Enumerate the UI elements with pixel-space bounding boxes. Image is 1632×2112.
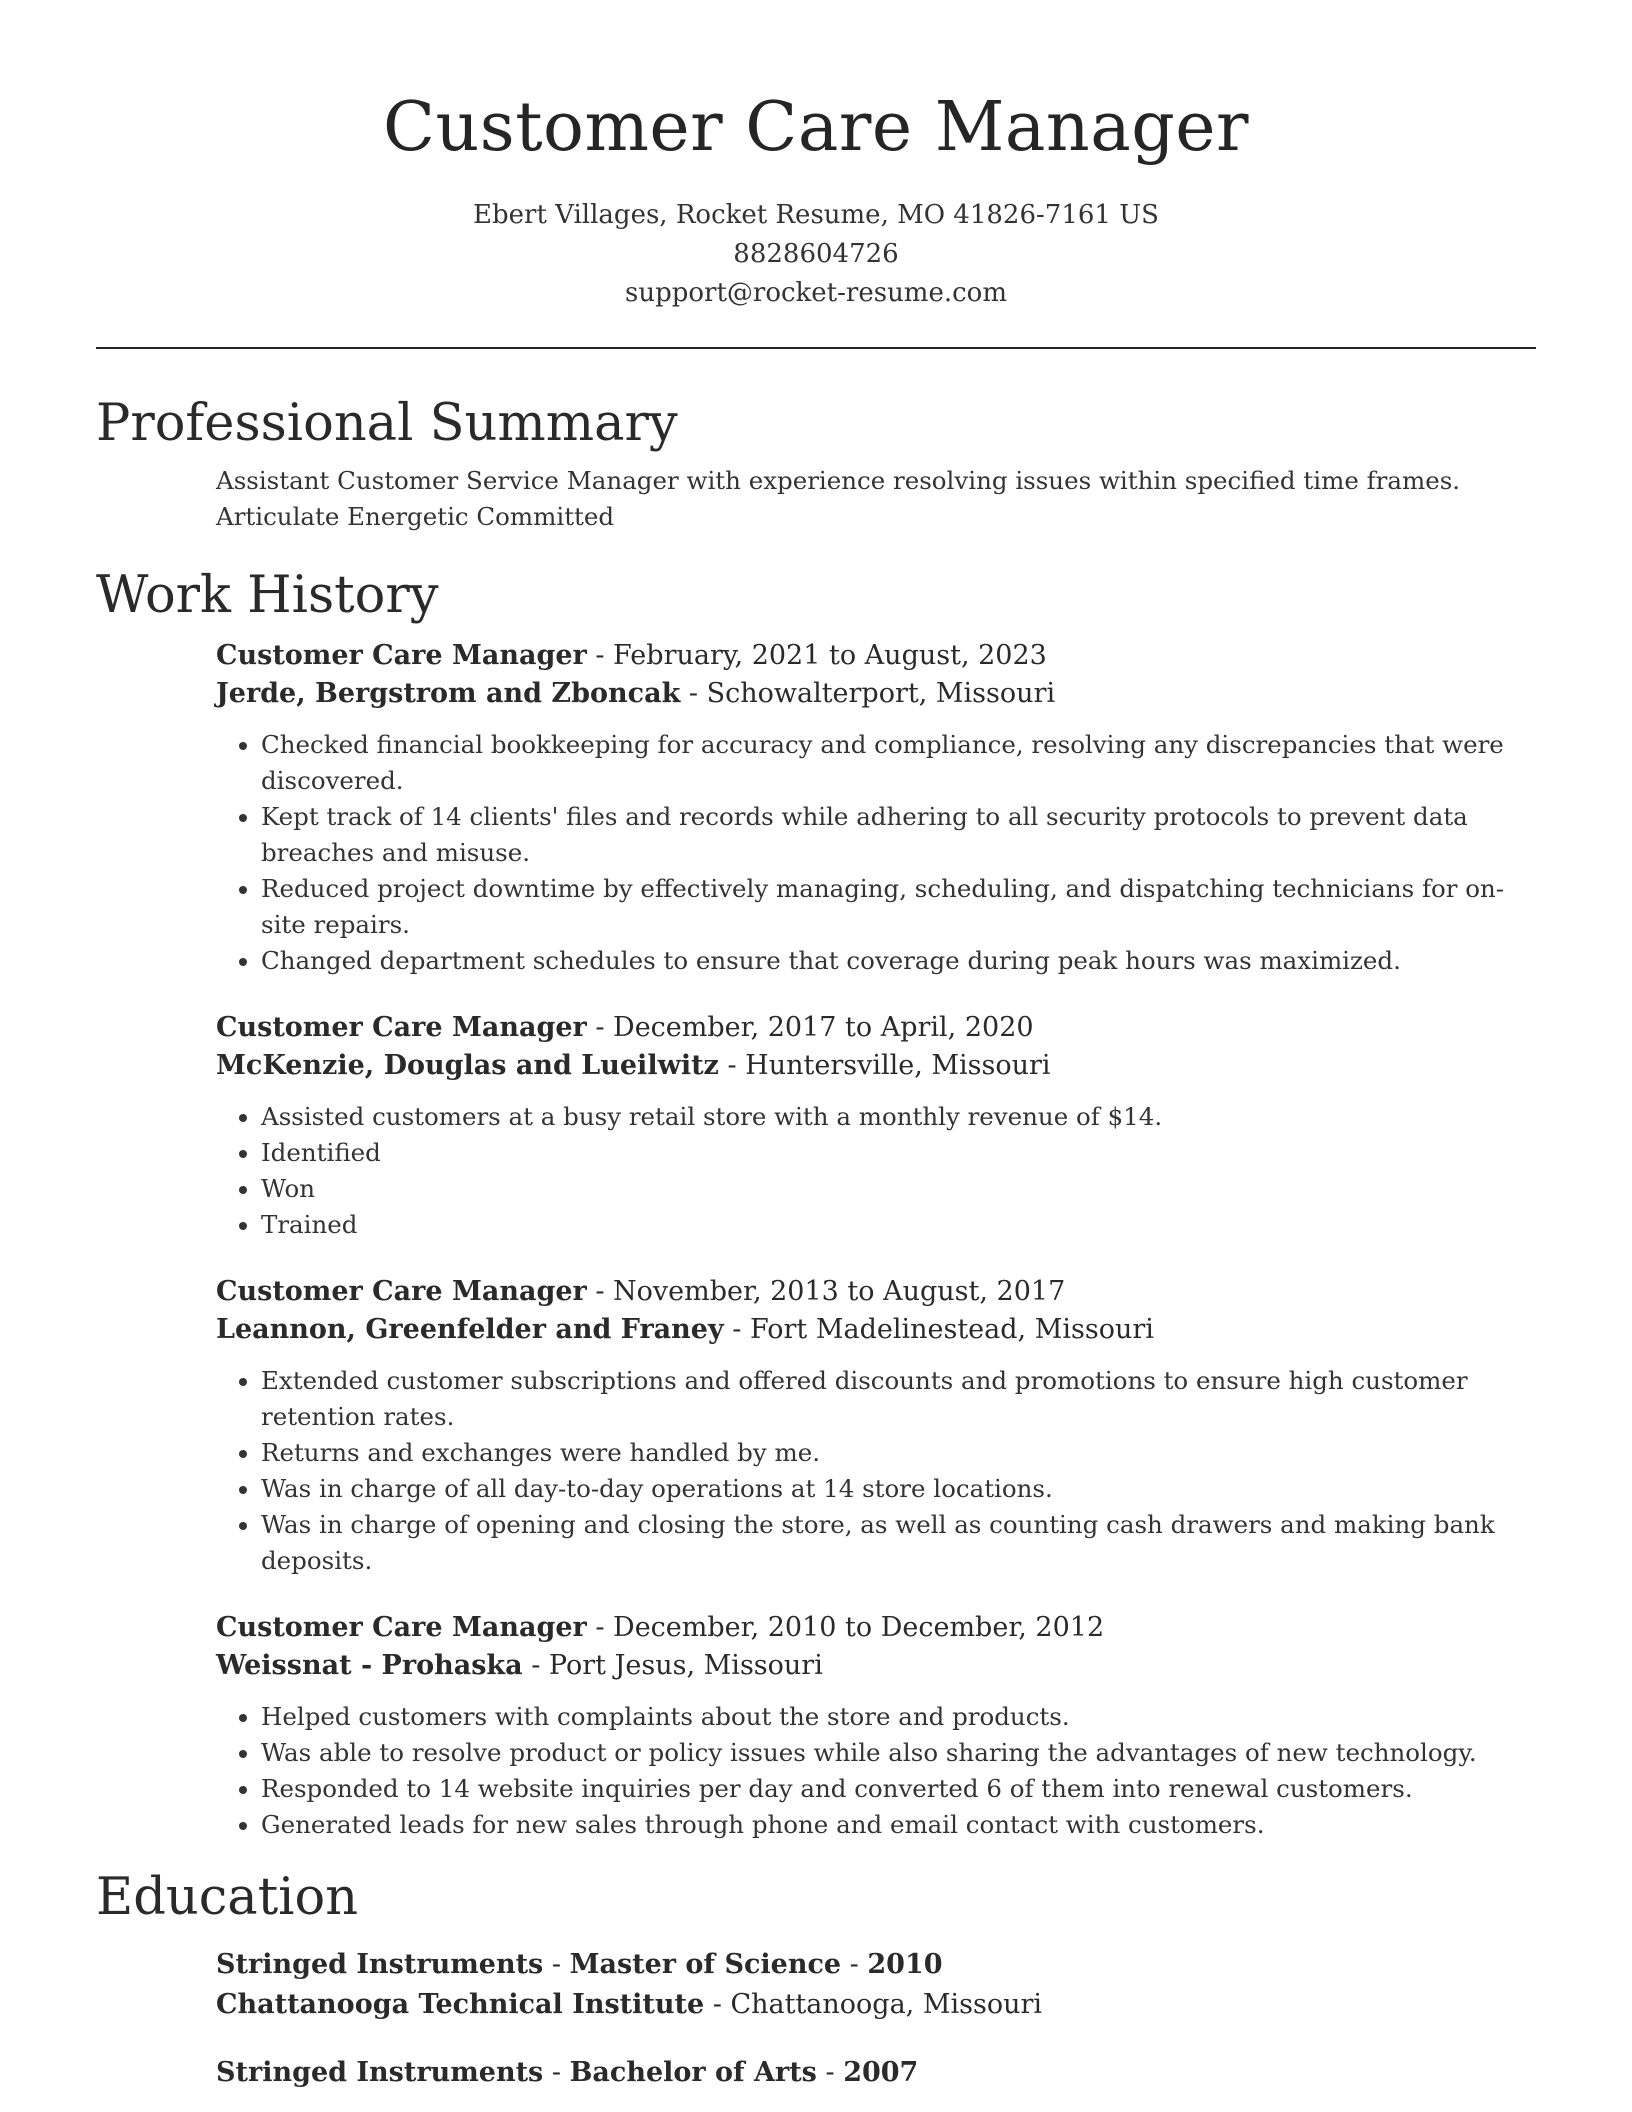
edu-year: 2010 xyxy=(867,1949,943,1980)
job-bullets xyxy=(216,1363,1536,1579)
list-item: • Reduced project downtime by effectively managing, scheduling, and dispatching technicians for on-site repairs. xyxy=(261,871,1536,943)
school-line xyxy=(216,1985,1536,2025)
work-history-section xyxy=(96,563,1536,1843)
edu-separator: - xyxy=(816,2057,844,2088)
job-dates: December, 2017 to April, 2020 xyxy=(613,1012,1034,1043)
job-company: Jerde, Bergstrom and Zboncak xyxy=(216,678,681,709)
job-title: Customer Care Manager xyxy=(216,1276,587,1307)
job-location: Port Jesus, Missouri xyxy=(548,1650,823,1681)
job-separator: - xyxy=(723,1314,750,1345)
edu-separator: - xyxy=(543,1949,570,1980)
job-entry xyxy=(216,1273,1536,1579)
list-item: • Was in charge of all day-to-day operations at 14 store locations. xyxy=(261,1471,1536,1507)
job-dates: February, 2021 to August, 2023 xyxy=(613,640,1047,671)
edu-degree: Master of Science xyxy=(569,1949,842,1980)
edu-location: Chattanooga, Missouri xyxy=(730,1989,1043,2020)
education-list xyxy=(216,1945,1536,2093)
job-location: Fort Madelinestead, Missouri xyxy=(749,1314,1154,1345)
job-bullets xyxy=(216,1699,1536,1843)
edu-field: Stringed Instruments xyxy=(216,1949,544,1980)
degree-line xyxy=(216,2053,1536,2093)
job-bullets xyxy=(216,1099,1536,1243)
job-entry xyxy=(216,1609,1536,1843)
job-title: Customer Care Manager xyxy=(216,1012,587,1043)
edu-school: Chattanooga Technical Institute xyxy=(216,1989,705,2020)
job-separator: - xyxy=(586,1012,614,1043)
contact-block xyxy=(96,196,1536,313)
job-separator: - xyxy=(680,678,707,709)
list-item: • Helped customers with complaints about the store and products. xyxy=(261,1699,1536,1735)
list-item: • Was in charge of opening and closing the store, as well as counting cash drawers and making bank deposits. xyxy=(261,1507,1536,1579)
work-history-heading: Work History xyxy=(96,566,439,625)
email-line: support@rocket-resume.com xyxy=(624,278,1007,308)
list-item: • Extended customer subscriptions and offered discounts and promotions to ensure high customer retention rates. xyxy=(261,1363,1536,1435)
edu-degree: Bachelor of Arts xyxy=(569,2057,817,2088)
summary-heading: Professional Summary xyxy=(96,394,678,453)
list-item: • Identified xyxy=(261,1135,1536,1171)
job-dates: November, 2013 to August, 2017 xyxy=(613,1276,1066,1307)
job-title-line xyxy=(216,1609,1536,1647)
address-line: Ebert Villages, Rocket Resume, MO 41826-7161 US xyxy=(473,200,1159,230)
list-item: • Won xyxy=(261,1171,1536,1207)
job-company-line xyxy=(216,1047,1536,1085)
job-separator: - xyxy=(522,1650,549,1681)
job-company-line xyxy=(216,1647,1536,1685)
job-bullets xyxy=(216,727,1536,979)
job-company: McKenzie, Douglas and Lueilwitz xyxy=(216,1050,719,1081)
job-location: Huntersville, Missouri xyxy=(745,1050,1051,1081)
education-heading: Education xyxy=(96,1868,359,1927)
job-entry xyxy=(216,1009,1536,1243)
job-entry xyxy=(216,637,1536,979)
list-item: • Assisted customers at a busy retail store with a monthly revenue of $14. xyxy=(261,1099,1536,1135)
job-title: Customer Care Manager xyxy=(216,1612,587,1643)
education-section xyxy=(96,1865,1536,2093)
job-company-line xyxy=(216,675,1536,713)
job-company: Weissnat - Prohaska xyxy=(216,1650,523,1681)
edu-field: Stringed Instruments xyxy=(216,2057,544,2088)
job-title-line xyxy=(216,637,1536,675)
list-item: • Trained xyxy=(261,1207,1536,1243)
candidate-name: Customer Care Manager xyxy=(382,88,1250,167)
list-item: • Changed department schedules to ensure that coverage during peak hours was maximized. xyxy=(261,943,1536,979)
education-entry xyxy=(216,1945,1536,2025)
job-separator: - xyxy=(586,1612,614,1643)
resume-header xyxy=(96,0,1536,313)
job-separator: - xyxy=(718,1050,746,1081)
job-company: Leannon, Greenfelder and Franey xyxy=(216,1314,724,1345)
job-location: Schowalterport, Missouri xyxy=(706,678,1056,709)
edu-separator: - xyxy=(543,2057,570,2088)
education-entry xyxy=(216,2053,1536,2093)
job-title: Customer Care Manager xyxy=(216,640,587,671)
summary-text: Assistant Customer Service Manager with experience resolving issues within specified time frames. Articulate Energetic Committed xyxy=(216,466,1461,531)
job-separator: - xyxy=(586,640,614,671)
edu-separator: - xyxy=(841,1949,868,1980)
list-item: • Returns and exchanges were handled by me. xyxy=(261,1435,1536,1471)
degree-line xyxy=(216,1945,1536,1985)
phone-line: 8828604726 xyxy=(733,239,899,269)
edu-year: 2007 xyxy=(843,2057,919,2088)
job-company-line xyxy=(216,1311,1536,1349)
list-item: • Checked financial bookkeeping for accuracy and compliance, resolving any discrepancies that were discovered. xyxy=(261,727,1536,799)
list-item: • Was able to resolve product or policy issues while also sharing the advantages of new technology. xyxy=(261,1735,1536,1771)
list-item: • Kept track of 14 clients' files and records while adhering to all security protocols to prevent data breaches and misuse. xyxy=(261,799,1536,871)
header-divider xyxy=(96,347,1536,349)
list-item: • Generated leads for new sales through phone and email contact with customers. xyxy=(261,1807,1536,1843)
edu-separator: - xyxy=(704,1989,731,2020)
job-title-line xyxy=(216,1009,1536,1047)
list-item: • Responded to 14 website inquiries per day and converted 6 of them into renewal customers. xyxy=(261,1771,1536,1807)
job-separator: - xyxy=(586,1276,614,1307)
job-dates: December, 2010 to December, 2012 xyxy=(613,1612,1105,1643)
job-list xyxy=(216,637,1536,1843)
summary-section xyxy=(96,391,1536,535)
job-title-line xyxy=(216,1273,1536,1311)
